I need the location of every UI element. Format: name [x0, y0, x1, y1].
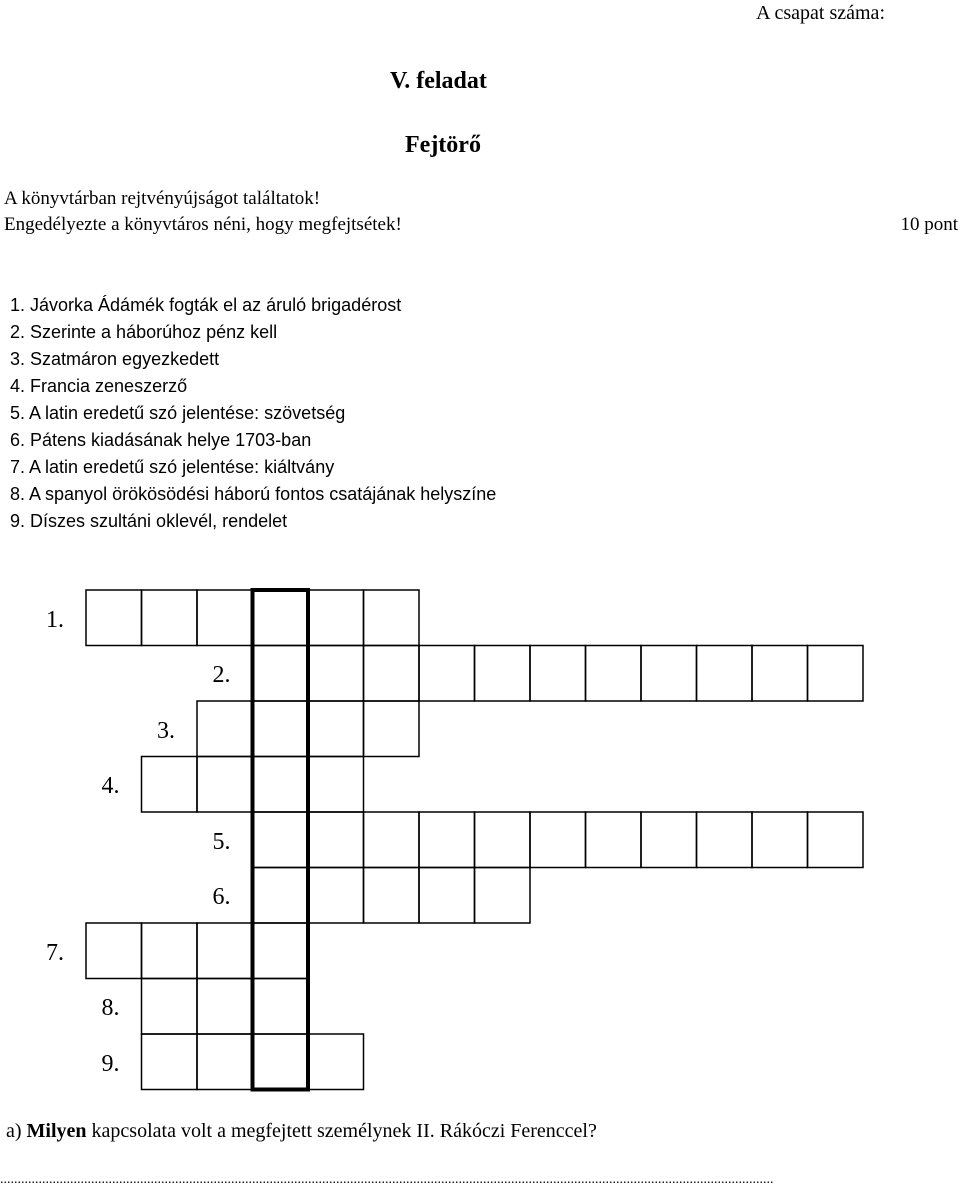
crossword-cell[interactable]: [253, 757, 309, 813]
crossword-cell[interactable]: [86, 590, 142, 646]
crossword-cell[interactable]: [253, 1034, 309, 1090]
crossword-cell[interactable]: [308, 646, 364, 702]
crossword-cell[interactable]: [419, 868, 475, 924]
crossword-cell[interactable]: [197, 979, 253, 1035]
crossword-cell[interactable]: [641, 646, 697, 702]
crossword-cell[interactable]: [86, 923, 142, 979]
crossword-cell[interactable]: [308, 701, 364, 757]
task-subtitle: Fejtörő: [405, 132, 481, 158]
crossword-cell[interactable]: [253, 590, 309, 646]
solution-column-highlight: [253, 590, 309, 1090]
crossword-cell[interactable]: [586, 646, 642, 702]
crossword-row-label: 2.: [212, 662, 231, 689]
crossword-cell[interactable]: [142, 979, 198, 1035]
crossword-cell[interactable]: [197, 590, 253, 646]
crossword-cell[interactable]: [253, 812, 309, 868]
crossword-cell[interactable]: [641, 812, 697, 868]
crossword-cell[interactable]: [253, 979, 309, 1035]
crossword-row-label: 6.: [212, 884, 231, 911]
intro-line-1: A könyvtárban rejtvényújságot találtatok!: [4, 188, 321, 209]
crossword-cell[interactable]: [253, 646, 309, 702]
crossword-cell[interactable]: [197, 1034, 253, 1090]
clue-item: 8. A spanyol örökösödési háború fontos csatájának helyszíne: [10, 484, 497, 504]
crossword-cell[interactable]: [752, 646, 808, 702]
intro-line-2: Engedélyezte a könyvtáros néni, hogy megfejtsétek!: [4, 214, 402, 235]
crossword-cell[interactable]: [142, 590, 198, 646]
crossword-cell[interactable]: [253, 923, 309, 979]
crossword-cell[interactable]: [253, 701, 309, 757]
question-prefix: a): [6, 1120, 22, 1142]
crossword-cell[interactable]: [364, 646, 420, 702]
crossword-row-label: 1.: [46, 606, 64, 633]
answer-line[interactable]: .............................................................................................................................................................................................................................: [0, 1172, 774, 1187]
crossword-cell[interactable]: [197, 701, 253, 757]
question-text: [6, 1120, 597, 1143]
crossword-cell[interactable]: [364, 812, 420, 868]
crossword-cell[interactable]: [142, 1034, 198, 1090]
clue-item: 1. Jávorka Ádámék fogták el az áruló brigadérost: [10, 295, 402, 315]
team-number-label: A csapat száma:: [756, 2, 885, 24]
clue-item: 7. A latin eredetű szó jelentése: kiáltvány: [10, 457, 335, 477]
crossword-cell[interactable]: [308, 757, 364, 813]
task-title: V. feladat: [390, 68, 487, 94]
crossword-cell[interactable]: [697, 812, 753, 868]
crossword-cell[interactable]: [308, 868, 364, 924]
crossword-cell[interactable]: [364, 701, 420, 757]
crossword-cell[interactable]: [197, 923, 253, 979]
crossword-cell[interactable]: [808, 646, 864, 702]
crossword-cell[interactable]: [419, 646, 475, 702]
crossword-cell[interactable]: [530, 812, 586, 868]
crossword-cell[interactable]: [808, 812, 864, 868]
clue-item: 6. Pátens kiadásának helye 1703-ban: [10, 430, 312, 450]
crossword-cell[interactable]: [142, 757, 198, 813]
crossword-cell[interactable]: [308, 1034, 364, 1090]
crossword-row-label: 9.: [101, 1050, 120, 1077]
clue-item: 2. Szerinte a háborúhoz pénz kell: [10, 322, 278, 342]
crossword-row-label: 8.: [101, 995, 120, 1022]
clue-item: 5. A latin eredetű szó jelentése: szövetség: [10, 403, 346, 423]
crossword-cell[interactable]: [142, 923, 198, 979]
crossword-cell[interactable]: [475, 868, 531, 924]
clue-list: [10, 292, 496, 535]
crossword-cell[interactable]: [364, 590, 420, 646]
crossword-cell[interactable]: [253, 868, 309, 924]
crossword-cell[interactable]: [308, 590, 364, 646]
question-rest: kapcsolata volt a megfejtett személynek II. Rákóczi Ferenccel?: [91, 1120, 597, 1142]
crossword-cell[interactable]: [308, 812, 364, 868]
crossword-row-label: 5.: [212, 828, 231, 855]
crossword-row-label: 4.: [101, 773, 120, 800]
crossword-cell[interactable]: [419, 812, 475, 868]
crossword-cell[interactable]: [586, 812, 642, 868]
crossword-cell[interactable]: [697, 646, 753, 702]
question-bold-word: Milyen: [26, 1120, 87, 1142]
clue-item: 3. Szatmáron egyezkedett: [10, 349, 220, 369]
clue-item: 9. Díszes szultáni oklevél, rendelet: [10, 511, 288, 531]
crossword-cell[interactable]: [475, 812, 531, 868]
crossword-row-label: 3.: [157, 717, 175, 744]
points-label: 10 pont: [900, 214, 958, 235]
crossword-cell[interactable]: [475, 646, 531, 702]
crossword-cell[interactable]: [197, 757, 253, 813]
crossword-row-label: 7.: [46, 939, 64, 966]
clue-item: 4. Francia zeneszerző: [10, 376, 188, 396]
crossword-cell[interactable]: [364, 868, 420, 924]
crossword-cell[interactable]: [530, 646, 586, 702]
crossword-cell[interactable]: [752, 812, 808, 868]
